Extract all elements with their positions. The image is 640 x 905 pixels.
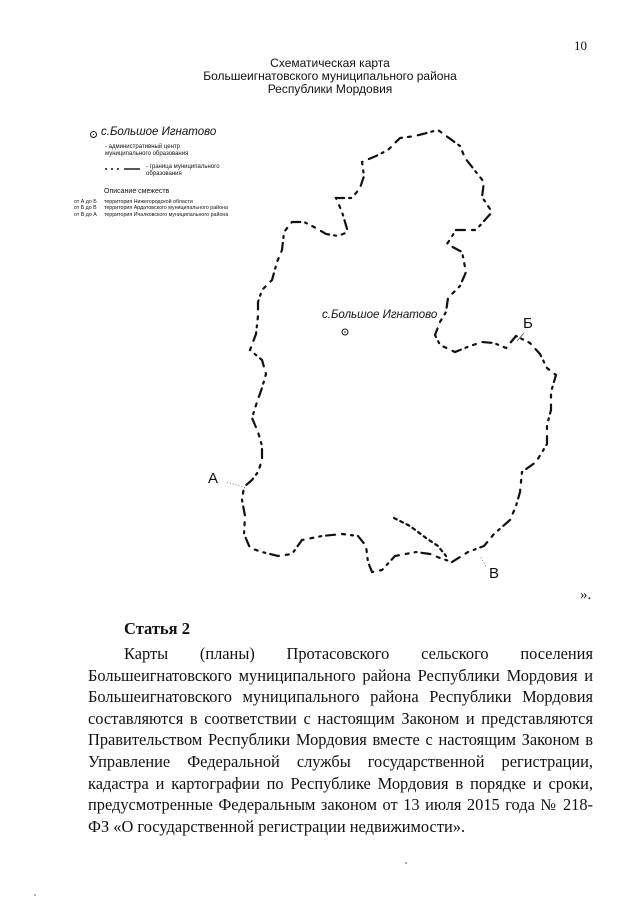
point-v-label: В (489, 565, 500, 582)
legend-admin-center-desc: - административный центр муниципального образования (105, 144, 189, 157)
map-title (170, 57, 490, 96)
district-map (180, 115, 580, 585)
map-title-line: Большеигнатовского муниципального района (203, 69, 457, 83)
map-center-label: с.Большое Игнатово (322, 309, 438, 321)
adjacency-range: от В до А (74, 211, 97, 218)
adjacency-text: территория Нижегородской области (104, 199, 193, 205)
district-boundary (242, 130, 556, 572)
point-v-leader (480, 556, 486, 566)
legend-adjacency-title: Описание смежеств (104, 188, 170, 195)
article-heading: Статья 2 (124, 619, 190, 638)
admin-center-marker-dot (344, 331, 346, 333)
page-number: 10 (574, 38, 587, 53)
legend-admin-center-name: с.Большое Игнатово (101, 126, 217, 138)
article-body (88, 643, 593, 837)
scan-artifact-dot (34, 894, 36, 896)
map-title-line: Схематическая карта (270, 56, 390, 70)
adjacency-range: от А до Б (74, 199, 97, 205)
adjacency-text: территория Ардатовского муниципального района (104, 205, 228, 212)
legend-boundary-desc: - граница муниципального образования (146, 164, 220, 177)
quote-close: ». (580, 587, 592, 603)
admin-center-icon (90, 131, 97, 138)
point-a-label: А (208, 470, 219, 487)
map-title-line: Республики Мордовия (267, 82, 393, 96)
point-a-leader (227, 482, 246, 488)
point-b-label: Б (523, 315, 533, 332)
adjacency-text: территория Ичалковского муниципального района (104, 211, 229, 218)
boundary-line-icon (104, 167, 142, 171)
adjacency-range: от Б до В (74, 205, 97, 212)
article-paragraph: Карты (планы) Протасовского сельского поселения Большеигнатовского муниципального района Республики Мордовия и Большеигнатовского муниципального района Республики Мордовия составляются в соответствии с настоящим Законом и представляются Правительством Республики Мордовия вместе с настоящим Законом в Управление Федеральной службы государственной регистрации, кадастра и картографии по Республике Мордовия в порядке и сроки, предусмотренные Федеральным законом от 13 июля 2015 года № 218-ФЗ «О государственной регистрации недвижимости». (88, 644, 593, 836)
scan-artifact-dot (405, 862, 407, 864)
internal-boundary-segment (394, 518, 446, 556)
